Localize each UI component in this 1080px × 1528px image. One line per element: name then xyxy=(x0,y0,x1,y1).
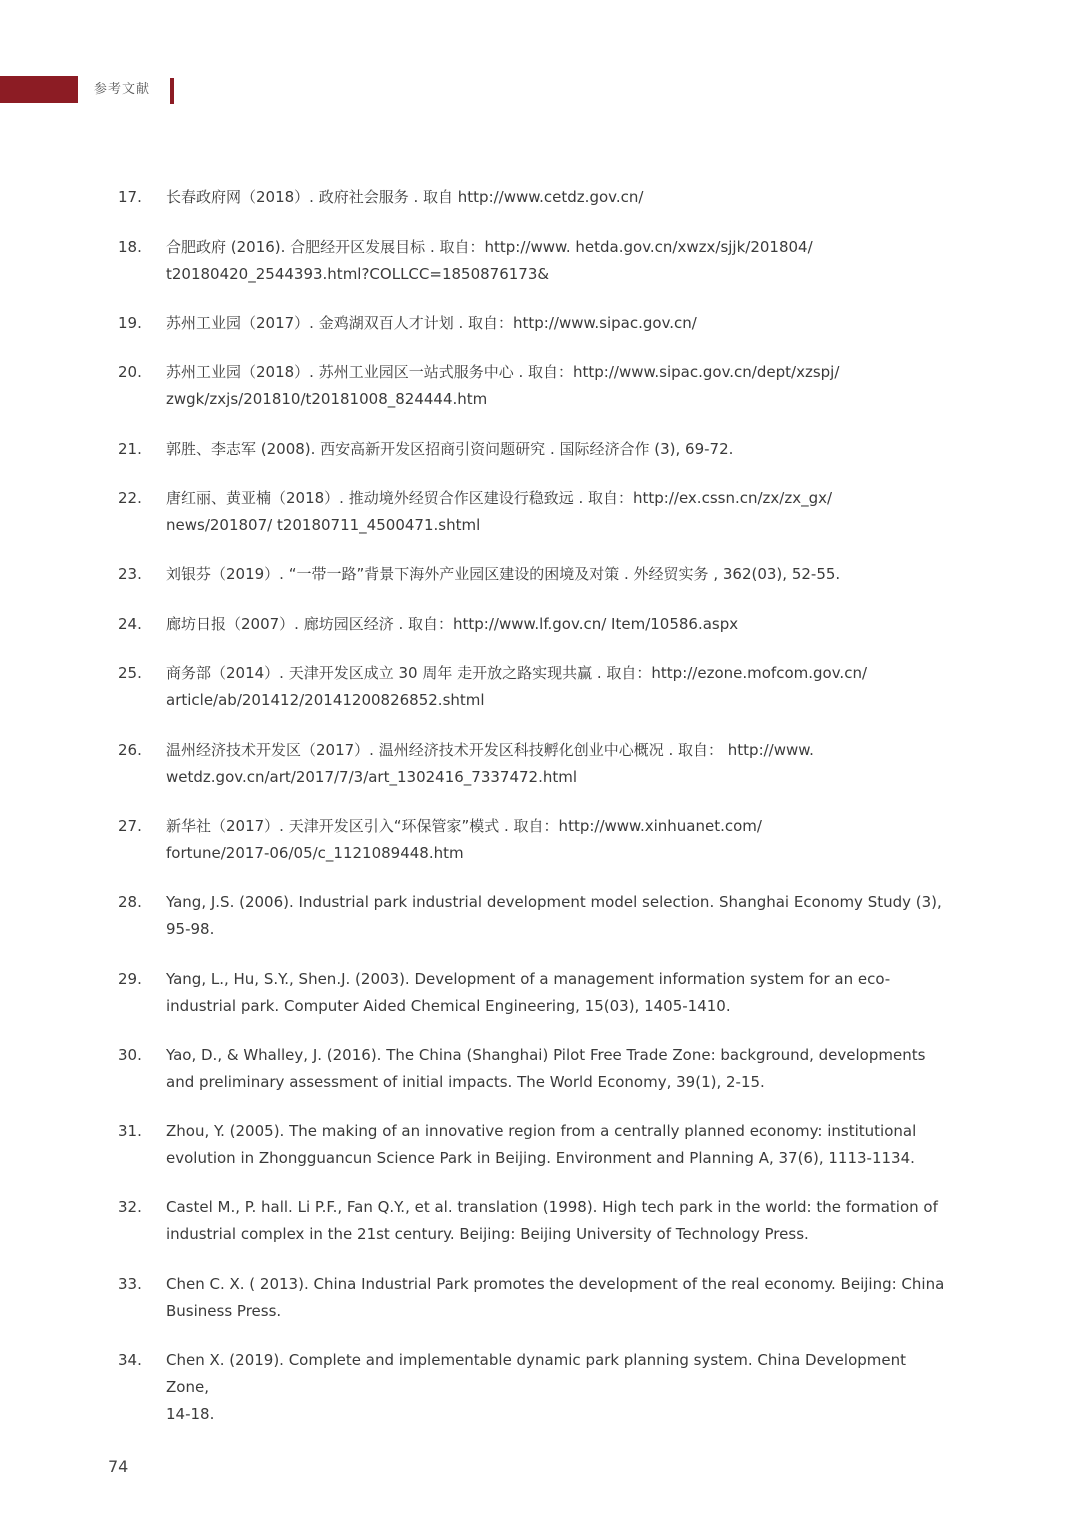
reference-text-line: 刘银芬（2019）. “一带一路”背景下海外产业园区建设的困境及对策 . 外经贸实务 , 362(03), 52-55. xyxy=(166,565,841,584)
reference-item xyxy=(118,310,948,360)
reference-text xyxy=(166,436,948,463)
reference-number: 29. xyxy=(118,969,142,988)
reference-text xyxy=(166,561,948,588)
reference-text-line: 温州经济技术开发区（2017）. 温州经济技术开发区科技孵化创业中心概况 . 取自： http://www. xyxy=(166,740,814,759)
reference-text-line: 合肥政府 (2016). 合肥经开区发展目标 . 取自：http://www. hetda.gov.cn/xwzx/sjjk/201804/ xyxy=(166,237,813,256)
reference-text-line: industrial park. Computer Aided Chemical Engineering, 15(03), 1405-1410. xyxy=(166,996,731,1015)
reference-number: 27. xyxy=(118,816,142,835)
reference-item xyxy=(118,966,948,1042)
reference-text-line: Castel M., P. hall. Li P.F., Fan Q.Y., et al. translation (1998). High tech park in the world: the formation of xyxy=(166,1198,938,1217)
reference-number: 30. xyxy=(118,1045,142,1064)
reference-text-line: Chen X. (2019). Complete and implementable dynamic park planning system. China Development Zone, xyxy=(166,1351,907,1397)
reference-text-line: Business Press. xyxy=(166,1301,282,1320)
reference-item xyxy=(118,1118,948,1194)
reference-number: 17. xyxy=(118,188,142,206)
reference-text-line: 商务部（2014）. 天津开发区成立 30 周年 走开放之路实现共赢 . 取自：http://ezone.mofcom.gov.cn/ xyxy=(166,664,868,683)
reference-item xyxy=(118,234,948,310)
reference-text-line: 长春政府网（2018）. 政府社会服务 . 取自 http://www.cetdz.gov.cn/ xyxy=(166,188,644,206)
reference-number: 25. xyxy=(118,664,142,683)
reference-item xyxy=(118,359,948,435)
page-number: 74 xyxy=(108,1457,129,1476)
reference-item xyxy=(118,660,948,736)
reference-number: 19. xyxy=(118,313,142,332)
reference-text xyxy=(166,611,948,638)
reference-item xyxy=(118,1347,948,1423)
reference-text xyxy=(166,660,948,714)
reference-text-line: zwgk/zxjs/201810/t20181008_824444.htm xyxy=(166,390,488,409)
reference-text-line: t20180420_2544393.html?COLLCC=1850876173& xyxy=(166,264,550,283)
reference-text xyxy=(166,234,948,288)
reference-text xyxy=(166,1042,948,1096)
reference-item xyxy=(118,485,948,561)
reference-text xyxy=(166,1118,948,1172)
reference-number: 26. xyxy=(118,740,142,759)
reference-item xyxy=(118,889,948,965)
reference-text xyxy=(166,1194,948,1248)
reference-text-line: evolution in Zhongguancun Science Park in Beijing. Environment and Planning A, 37(6), 1113-1134. xyxy=(166,1149,915,1168)
reference-item xyxy=(118,1194,948,1270)
reference-text-line: 唐红丽、黄亚楠（2018）. 推动境外经贸合作区建设行稳致远 . 取自：http://ex.cssn.cn/zx/zx_gx/ xyxy=(166,489,833,508)
reference-text-line: 新华社（2017）. 天津开发区引入“环保管家”模式 . 取自：http://www.xinhuanet.com/ xyxy=(166,816,762,835)
reference-text-line: news/201807/ t20180711_4500471.shtml xyxy=(166,516,481,535)
reference-text-line: 95-98. xyxy=(166,920,215,939)
reference-text xyxy=(166,310,948,337)
reference-text-line: Yang, J.S. (2006). Industrial park industrial development model selection. Shanghai Economy Study (3), xyxy=(166,893,942,912)
reference-text xyxy=(166,184,948,211)
reference-text xyxy=(166,1347,948,1428)
reference-text-line: and preliminary assessment of initial impacts. The World Economy, 39(1), 2-15. xyxy=(166,1072,765,1091)
reference-number: 28. xyxy=(118,893,142,912)
reference-number: 20. xyxy=(118,363,142,382)
reference-text-line: Yang, L., Hu, S.Y., Shen.J. (2003). Development of a management information system for an eco- xyxy=(166,969,891,988)
reference-number: 33. xyxy=(118,1274,142,1293)
reference-number: 24. xyxy=(118,614,142,633)
reference-text-line: 苏州工业园（2018）. 苏州工业园区一站式服务中心 . 取自：http://www.sipac.gov.cn/dept/xzspj/ xyxy=(166,363,840,382)
reference-text xyxy=(166,813,948,867)
reference-text-line: 廊坊日报（2007）. 廊坊园区经济 . 取自：http://www.lf.gov.cn/ Item/10586.aspx xyxy=(166,614,739,633)
reference-item xyxy=(118,813,948,889)
reference-text xyxy=(166,737,948,791)
reference-text xyxy=(166,889,948,943)
reference-list xyxy=(118,184,948,1423)
reference-item xyxy=(118,611,948,661)
reference-number: 34. xyxy=(118,1351,142,1370)
header-divider xyxy=(170,78,174,104)
reference-number: 23. xyxy=(118,565,142,584)
reference-text-line: fortune/2017-06/05/c_1121089448.htm xyxy=(166,843,464,862)
reference-text-line: 14-18. xyxy=(166,1405,215,1424)
reference-number: 18. xyxy=(118,237,142,256)
header-accent-bar xyxy=(0,76,78,103)
reference-number: 31. xyxy=(118,1122,142,1141)
reference-number: 22. xyxy=(118,489,142,508)
reference-text-line: Chen C. X. ( 2013). China Industrial Park promotes the development of the real economy. Beijing: China xyxy=(166,1274,945,1293)
reference-text-line: wetdz.gov.cn/art/2017/7/3/art_1302416_7337472.html xyxy=(166,767,578,786)
reference-text xyxy=(166,966,948,1020)
reference-item xyxy=(118,184,948,234)
reference-item xyxy=(118,436,948,486)
reference-number: 21. xyxy=(118,439,142,458)
reference-item xyxy=(118,561,948,611)
reference-text-line: 郭胜、李志军 (2008). 西安高新开发区招商引资问题研究 . 国际经济合作 (3), 69-72. xyxy=(166,439,734,458)
reference-item xyxy=(118,1271,948,1347)
reference-text-line: industrial complex in the 21st century. Beijing: Beijing University of Technology Press. xyxy=(166,1225,809,1244)
reference-text xyxy=(166,1271,948,1325)
reference-text-line: Yao, D., & Whalley, J. (2016). The China (Shanghai) Pilot Free Trade Zone: background, developments xyxy=(166,1045,926,1064)
reference-item xyxy=(118,737,948,813)
reference-text xyxy=(166,359,948,413)
reference-number: 32. xyxy=(118,1198,142,1217)
section-title: 参考文献 xyxy=(94,82,151,97)
reference-text-line: article/ab/201412/20141200826852.shtml xyxy=(166,691,485,710)
reference-text-line: Zhou, Y. (2005). The making of an innovative region from a centrally planned economy: institutional xyxy=(166,1122,917,1141)
reference-text-line: 苏州工业园（2017）. 金鸡湖双百人才计划 . 取自：http://www.sipac.gov.cn/ xyxy=(166,313,697,332)
reference-text xyxy=(166,485,948,539)
reference-item xyxy=(118,1042,948,1118)
